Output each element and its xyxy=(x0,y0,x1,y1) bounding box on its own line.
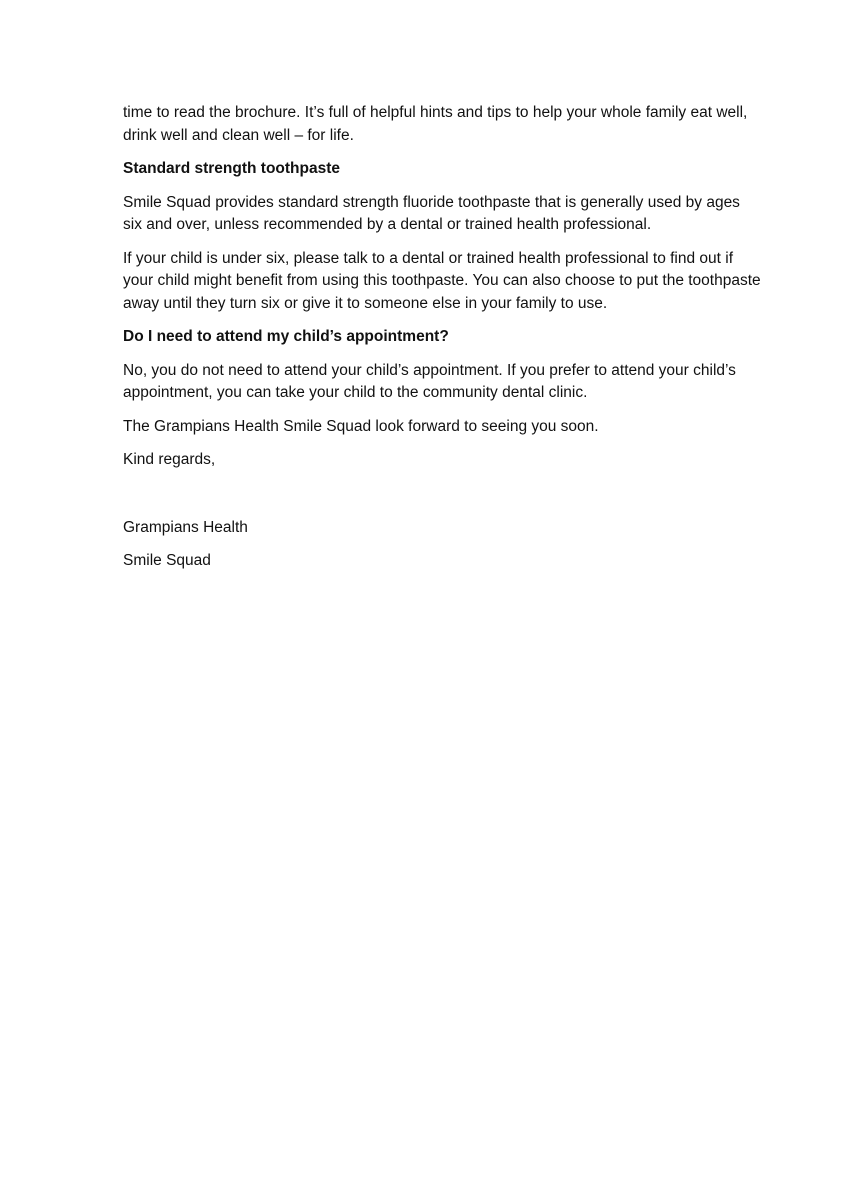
toothpaste-heading: Standard strength toothpaste xyxy=(123,160,341,177)
signature-spacer xyxy=(123,483,763,517)
closing-line: The Grampians Health Smile Squad look forward to seeing you soon. xyxy=(123,417,599,435)
letter-body xyxy=(123,102,763,584)
signature-team: Smile Squad xyxy=(123,552,211,569)
signature-organization: Grampians Health xyxy=(123,518,248,536)
intro-continuation-paragraph: time to read the brochure. It’s full of helpful hints and tips to help your whole family eat well, drink well and clean well – for life. xyxy=(123,104,748,144)
sign-off: Kind regards, xyxy=(123,451,216,468)
toothpaste-paragraph-2: If your child is under six, please talk to a dental or trained health professional to find out if your child might benefit from using this toothpaste. You can also choose to put the toothpaste away until they turn six or give it to someone else in your family to use. xyxy=(123,249,761,312)
attend-heading: Do I need to attend my child’s appointment? xyxy=(123,328,449,345)
toothpaste-paragraph-1: Smile Squad provides standard strength fluoride toothpaste that is generally used by ages six and over, unless recommended by a dental or trained health professional. xyxy=(123,193,740,233)
attend-paragraph: No, you do not need to attend your child’s appointment. If you prefer to attend your child’s appointment, you can take your child to the community dental clinic. xyxy=(123,361,736,401)
